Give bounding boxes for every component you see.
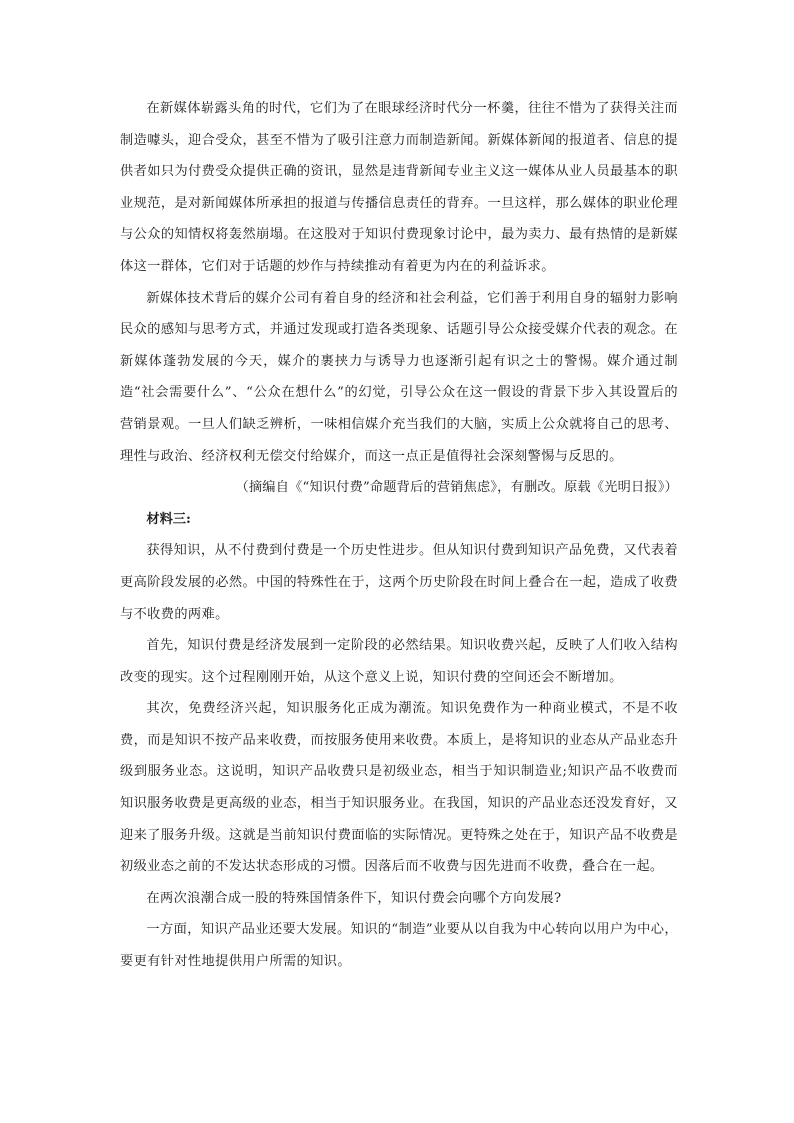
body-paragraph: 首先，知识付费是经济发展到一定阶段的必然结果。知识收费兴起，反映了人们收入结构改变的现实。这个过程刚刚开始，从这个意义上说，知识付费的空间还会不断增加。 <box>120 638 678 685</box>
body-paragraph: 新媒体技术背后的媒介公司有着自身的经济和社会利益，它们善于利用自身的辐射力影响民众的感知与思考方式，并通过发现或打造各类现象、话题引导公众接受媒介代表的观念。在新媒体蓬勃发展的今天，媒介的裹挟力与诱导力也逐渐引起有识之士的警惕。媒介通过制造“社会需要什么”、“公众在想什么”的幻觉，引导公众在这一假设的背景下步入其设置后的营销景观。一旦人们缺乏辨析，一味相信媒介充当我们的大脑，实质上公众就将自己的思考、理性与政治、经济权利无偿交付给媒介，而这一点正是值得社会深刻警惕与反思的。 <box>120 290 678 464</box>
body-paragraph: 在新媒体崭露头角的时代，它们为了在眼球经济时代分一杯羹，往往不惜为了获得关注而制造噱头，迎合受众，甚至不惜为了吸引注意力而制造新闻。新媒体新闻的报道者、信息的提供者如只为付费受众提供正确的资讯，显然是违背新闻专业主义这一媒体从业人员最基本的职业规范，是对新闻媒体所承担的报道与传播信息责任的背弃。一旦这样，那么媒体的职业伦理与公众的知情权将轰然崩塌。在这股对于知识付费现象讨论中，最为卖力、最有热情的是新媒体这一群体，它们对于话题的炒作与持续推动有着更为内在的利益诉求。 <box>120 101 678 274</box>
body-paragraph: 一方面，知识产品业还要大发展。知识的“制造”业要从以自我为中心转向以用户为中心，要更有针对性地提供用户所需的知识。 <box>120 922 678 970</box>
body-paragraph: 获得知识，从不付费到付费是一个历史性进步。但从知识付费到知识产品免费，又代表着更高阶段发展的必然。中国的特殊性在于，这两个历史阶段在时间上叠合在一起，造成了收费与不收费的两难。 <box>120 543 678 622</box>
body-paragraph: 其次，免费经济兴起，知识服务化正成为潮流。知识免费作为一种商业模式，不是不收费，而是知识不按产品来收费，而按服务使用来收费。本质上，是将知识的业态从产品业态升级到服务业态。这说明，知识产品收费只是初级业态，相当于知识制造业;知识产品不收费而知识服务收费是更高级的业态，相当于知识服务业。在我国，知识的产品业态还没发育好，又迎来了服务升级。这就是当前知识付费面临的实际情况。更特殊之处在于，知识产品不收费是初级业态之前的不发达状态形成的习惯。因落后而不收费与因先进而不收费，叠合在一起。 <box>120 701 678 875</box>
source-citation: （摘编自《“知识付费”命题背后的营销焦虑》，有删改。原载《光明日报》） <box>235 480 678 496</box>
document-page <box>120 93 678 978</box>
section-heading: 材料三: <box>146 511 191 527</box>
body-paragraph: 在两次浪潮合成一股的特殊国情条件下，知识付费会向哪个方向发展? <box>146 890 562 906</box>
